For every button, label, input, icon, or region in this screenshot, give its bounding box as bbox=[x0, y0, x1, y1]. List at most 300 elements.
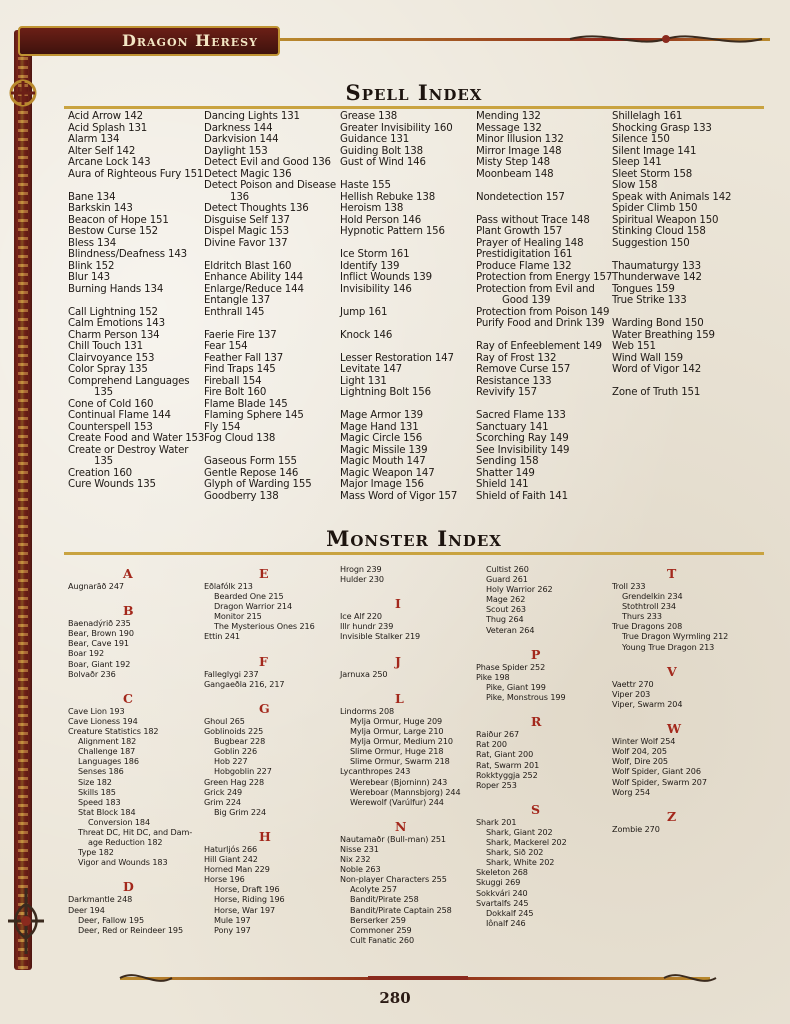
spell-entry: Gentle Repose 146 bbox=[204, 467, 299, 479]
spell-column-2 bbox=[204, 111, 344, 502]
spell-entry: Fireball 154 bbox=[204, 375, 262, 387]
monster-subentry: Alignment 182 bbox=[78, 736, 137, 747]
spacer bbox=[204, 318, 344, 330]
monster-subentry: Pike, Giant 199 bbox=[486, 681, 546, 692]
spell-entry-continuation: 136 bbox=[230, 191, 249, 203]
monster-entry: Nautamaðr (Bull-man) 251 bbox=[340, 833, 446, 844]
spacer bbox=[476, 635, 616, 645]
spell-entry: Levitate 147 bbox=[340, 364, 403, 375]
monster-subentry: Mage 262 bbox=[486, 594, 526, 605]
monster-subentry: Cult Fanatic 260 bbox=[350, 934, 415, 945]
monster-subentry: Stat Block 184 bbox=[78, 806, 136, 817]
monster-entry: Viper, Swarm 204 bbox=[612, 698, 683, 709]
spell-entry: Inflict Wounds 139 bbox=[340, 272, 432, 283]
spell-entry: Entangle 137 bbox=[204, 295, 271, 306]
spacer bbox=[68, 867, 208, 877]
spell-entry: Glyph of Warding 155 bbox=[204, 479, 312, 490]
spell-entry: Ray of Enfeeblement 149 bbox=[476, 341, 602, 352]
monster-subentry: Dragon Warrior 214 bbox=[214, 601, 293, 612]
monster-subentry: Cultist 260 bbox=[486, 564, 529, 574]
spell-entry: Enlarge/Reduce 144 bbox=[204, 283, 304, 295]
monster-entry: Hrogn 239 bbox=[340, 564, 382, 574]
spell-entry: Creation 160 bbox=[68, 467, 132, 479]
spell-entry: Continual Flame 144 bbox=[68, 410, 171, 421]
spell-entry-continuation: Good 139 bbox=[502, 295, 551, 306]
spell-entry: Alter Self 142 bbox=[68, 145, 136, 157]
monster-entry: Baenadýrið 235 bbox=[68, 618, 131, 629]
monster-subentry: Big Grim 224 bbox=[214, 806, 267, 817]
monster-subentry: Deer, Red or Reindeer 195 bbox=[78, 924, 184, 935]
spell-entry: Haste 155 bbox=[340, 180, 391, 191]
spell-entry: Barkskin 143 bbox=[68, 203, 133, 214]
monster-entry: Vaettr 270 bbox=[612, 678, 654, 689]
monster-subentry: Vigor and Wounds 183 bbox=[78, 857, 168, 868]
monster-entry: Horned Man 229 bbox=[204, 864, 270, 875]
letter-heading: B bbox=[123, 603, 134, 619]
monster-subentry: Shark, Sið 202 bbox=[486, 847, 544, 858]
monster-entry: Boar, Giant 192 bbox=[68, 658, 131, 669]
spell-entry: Spider Climb 150 bbox=[612, 203, 698, 214]
monster-entry: Horse 196 bbox=[204, 874, 245, 885]
spell-entry-continuation: 135 bbox=[94, 456, 113, 467]
spell-column-3 bbox=[340, 111, 480, 502]
monster-entry: Skuggi 269 bbox=[476, 877, 521, 888]
monster-subentry: Berserker 259 bbox=[350, 914, 406, 925]
monster-subentry: Young True Dragon 213 bbox=[622, 641, 715, 652]
letter-heading: T bbox=[667, 566, 677, 581]
spell-entry: Magic Mouth 147 bbox=[340, 456, 426, 467]
spell-entry: Shield 141 bbox=[476, 479, 529, 490]
monster-subentry: Acolyte 257 bbox=[350, 884, 397, 895]
monster-entry: Haturljós 266 bbox=[204, 843, 258, 854]
spell-column-1 bbox=[68, 111, 208, 491]
spell-entry: Prayer of Healing 148 bbox=[476, 237, 584, 249]
monster-column-5 bbox=[612, 564, 752, 834]
spell-entry: Water Breathing 159 bbox=[612, 329, 715, 341]
spell-entry: Guidance 131 bbox=[340, 134, 410, 145]
spacer bbox=[476, 399, 616, 411]
letter-heading: F bbox=[259, 653, 268, 669]
spell-entry: Stinking Cloud 158 bbox=[612, 226, 706, 237]
monster-subentry: Werebear (Bjorninn) 243 bbox=[350, 776, 448, 787]
spell-entry: Revivify 157 bbox=[476, 387, 537, 398]
spacer bbox=[340, 341, 480, 353]
spell-entry: Magic Missile 139 bbox=[340, 444, 428, 456]
spell-entry: Chill Touch 131 bbox=[68, 341, 143, 352]
monster-subentry: Bugbear 228 bbox=[214, 736, 266, 747]
monster-entry: Viper 203 bbox=[612, 688, 651, 699]
spacer bbox=[68, 591, 208, 601]
monster-subentry: Type 182 bbox=[78, 847, 114, 858]
spell-entry: Beacon of Hope 151 bbox=[68, 214, 169, 226]
letter-heading: P bbox=[531, 646, 541, 662]
spell-entry: Shillelagh 161 bbox=[612, 111, 683, 122]
monster-entry: Troll 233 bbox=[612, 581, 646, 591]
spell-entry: Thunderwave 142 bbox=[612, 272, 702, 283]
spell-entry-continuation: 135 bbox=[94, 387, 113, 398]
monster-index-title: Monster Index bbox=[326, 526, 502, 551]
left-ornamental-border bbox=[14, 30, 32, 970]
spacer bbox=[476, 330, 616, 342]
monster-index-rule bbox=[64, 552, 764, 555]
spell-entry: Detect Magic 136 bbox=[204, 168, 292, 180]
spell-entry: Find Traps 145 bbox=[204, 364, 276, 375]
monster-entry: Goblinoids 225 bbox=[204, 726, 264, 737]
spell-entry: Cone of Cold 160 bbox=[68, 398, 154, 410]
spell-entry: See Invisibility 149 bbox=[476, 444, 570, 456]
monster-subentry: Stothtroll 234 bbox=[622, 601, 676, 612]
spacer bbox=[476, 702, 616, 712]
spell-entry: Suggestion 150 bbox=[612, 237, 690, 249]
monster-entry: Creature Statistics 182 bbox=[68, 726, 159, 737]
spell-entry: Magic Weapon 147 bbox=[340, 467, 435, 479]
spell-entry: Invisibility 146 bbox=[340, 283, 412, 295]
spell-entry: Mending 132 bbox=[476, 111, 541, 122]
monster-subentry: Shark, Giant 202 bbox=[486, 826, 553, 837]
spacer bbox=[340, 295, 480, 307]
monster-subentry: Wereboar (Mannsbjorg) 244 bbox=[350, 786, 461, 797]
spell-entry: Hypnotic Pattern 156 bbox=[340, 226, 445, 237]
monster-entry: Lycanthropes 243 bbox=[340, 766, 411, 777]
monster-entry: Raiður 267 bbox=[476, 729, 520, 740]
monster-entry: Grim 224 bbox=[204, 796, 241, 807]
spell-entry: Heroism 138 bbox=[340, 203, 404, 214]
spell-entry: Nondetection 157 bbox=[476, 191, 565, 203]
monster-entry: Phase Spider 252 bbox=[476, 661, 546, 672]
monster-column-2 bbox=[204, 564, 344, 935]
spell-entry: Dancing Lights 131 bbox=[204, 111, 300, 122]
monster-subentry: Commoner 259 bbox=[350, 924, 412, 935]
monster-subentry: Slime Ormur, Swarm 218 bbox=[350, 756, 450, 767]
spell-entry: Identify 139 bbox=[340, 260, 400, 272]
monster-subentry: True Dragon Wyrmling 212 bbox=[622, 631, 729, 642]
monster-entry: Green Hag 228 bbox=[204, 776, 264, 787]
spell-entry: Sanctuary 141 bbox=[476, 421, 549, 433]
monster-subentry: Thug 264 bbox=[486, 614, 524, 625]
spell-entry: Mage Armor 139 bbox=[340, 410, 423, 421]
monster-column-3 bbox=[340, 564, 480, 945]
spell-entry: Prestidigitation 161 bbox=[476, 249, 573, 260]
monster-subentry: Speed 183 bbox=[78, 796, 121, 807]
letter-heading: W bbox=[667, 721, 681, 737]
monster-subentry: Scout 263 bbox=[486, 604, 526, 615]
monster-subentry: Bearded One 215 bbox=[214, 591, 284, 602]
spacer bbox=[68, 180, 208, 192]
spell-entry: Slow 158 bbox=[612, 180, 658, 191]
spell-entry: Calm Emotions 143 bbox=[68, 318, 165, 329]
letter-heading: D bbox=[123, 879, 134, 895]
spell-entry: Sacred Flame 133 bbox=[476, 410, 566, 421]
spell-entry: Greater Invisibility 160 bbox=[340, 122, 453, 134]
monster-subentry: Goblin 226 bbox=[214, 746, 258, 757]
spell-entry: Produce Flame 132 bbox=[476, 260, 572, 272]
spell-entry: Gust of Wind 146 bbox=[340, 157, 426, 168]
spacer bbox=[68, 295, 208, 307]
spell-entry: Protection from Energy 157 bbox=[476, 272, 613, 283]
spell-entry: Acid Arrow 142 bbox=[68, 111, 144, 122]
spell-entry: Dispel Magic 153 bbox=[204, 226, 289, 237]
spell-entry: Fog Cloud 138 bbox=[204, 433, 276, 444]
spell-entry: Blur 143 bbox=[68, 272, 110, 283]
monster-subentry: Pike, Monstrous 199 bbox=[486, 692, 566, 703]
monster-entry: Wolf 204, 205 bbox=[612, 746, 667, 757]
monster-subentry: Slime Ormur, Huge 218 bbox=[350, 746, 444, 757]
monster-subentry: The Mysterious Ones 216 bbox=[214, 621, 315, 632]
spell-entry: Enthrall 145 bbox=[204, 306, 265, 318]
monster-entry: Rat 200 bbox=[476, 739, 507, 750]
spell-entry: Blindness/Deafness 143 bbox=[68, 249, 188, 260]
monster-subentry: Bandit/Pirate Captain 258 bbox=[350, 904, 452, 915]
monster-entry: Wolf Spider, Swarm 207 bbox=[612, 776, 707, 787]
spell-entry: Cure Wounds 135 bbox=[68, 479, 156, 490]
monster-entry: Noble 263 bbox=[340, 864, 381, 875]
spell-entry: Shatter 149 bbox=[476, 467, 535, 479]
spell-entry: Misty Step 148 bbox=[476, 157, 550, 168]
spell-entry: Sleet Storm 158 bbox=[612, 168, 693, 180]
monster-subentry: Size 182 bbox=[78, 776, 112, 787]
spacer bbox=[204, 249, 344, 261]
monster-entry: Pike 198 bbox=[476, 671, 510, 682]
letter-heading: C bbox=[123, 690, 133, 706]
spell-entry: Web 151 bbox=[612, 341, 656, 352]
spell-entry: Word of Vigor 142 bbox=[612, 364, 702, 375]
monster-entry: Gangaeðla 216, 217 bbox=[204, 678, 285, 689]
spell-entry: Darkness 144 bbox=[204, 122, 273, 134]
monster-entry: Bear, Brown 190 bbox=[68, 628, 134, 639]
spell-entry: Magic Circle 156 bbox=[340, 433, 423, 444]
spell-entry: Flaming Sphere 145 bbox=[204, 410, 304, 421]
spell-entry: Disguise Self 137 bbox=[204, 214, 290, 226]
monster-entry: Ice Alf 220 bbox=[340, 611, 382, 622]
monster-entry: Zombie 270 bbox=[612, 823, 660, 834]
spacer bbox=[340, 318, 480, 330]
spell-column-5 bbox=[612, 111, 752, 399]
spell-entry: Darkvision 144 bbox=[204, 134, 279, 145]
monster-entry: Wolf Spider, Giant 206 bbox=[612, 766, 701, 777]
monster-subentry-continuation: age Reduction 182 bbox=[88, 837, 163, 848]
monster-subentry: Shark, Mackerel 202 bbox=[486, 837, 567, 848]
spacer bbox=[476, 180, 616, 192]
spacer bbox=[340, 679, 480, 689]
spacer bbox=[340, 584, 480, 594]
monster-entry: Wolf, Dire 205 bbox=[612, 756, 668, 767]
spacer bbox=[612, 797, 752, 807]
monster-subentry: Monitor 215 bbox=[214, 611, 262, 622]
monster-entry: Sokkvári 240 bbox=[476, 887, 528, 898]
spell-entry: Color Spray 135 bbox=[68, 364, 148, 375]
spell-entry: Arcane Lock 143 bbox=[68, 157, 151, 168]
spacer bbox=[340, 399, 480, 411]
monster-subentry-continuation: Conversion 184 bbox=[88, 816, 150, 827]
spell-entry: Hellish Rebuke 138 bbox=[340, 191, 436, 203]
spacer bbox=[612, 249, 752, 261]
spell-index-rule bbox=[64, 106, 764, 109]
spell-entry: Call Lightning 152 bbox=[68, 306, 158, 318]
spell-entry: Counterspell 153 bbox=[68, 421, 153, 433]
monster-subentry: Horse, Draft 196 bbox=[214, 884, 280, 895]
monster-entry: Svartalfs 245 bbox=[476, 897, 529, 908]
monster-subentry: Challenge 187 bbox=[78, 746, 136, 757]
spell-entry: Create Food and Water 153 bbox=[68, 433, 205, 444]
monster-subentry: Iônalf 246 bbox=[486, 917, 526, 928]
monster-entry: Non-player Characters 255 bbox=[340, 874, 447, 885]
monster-subentry: Mylja Ormur, Huge 209 bbox=[350, 715, 443, 726]
ornamental-finial-icon bbox=[2, 886, 50, 956]
spell-entry: Comprehend Languages bbox=[68, 375, 190, 387]
spacer bbox=[68, 679, 208, 689]
spell-entry: Message 132 bbox=[476, 122, 542, 134]
spell-entry: Eldritch Blast 160 bbox=[204, 260, 292, 272]
spacer bbox=[476, 203, 616, 215]
spell-entry: Detect Thoughts 136 bbox=[204, 203, 309, 214]
monster-entry: Rokktyggja 252 bbox=[476, 769, 538, 780]
spacer bbox=[204, 642, 344, 652]
chapter-banner bbox=[18, 26, 280, 56]
monster-entry: Hulder 230 bbox=[340, 574, 384, 585]
monster-entry: Deer 194 bbox=[68, 904, 105, 915]
monster-subentry: Threat DC, Hit DC, and Dam- bbox=[78, 826, 193, 837]
monster-entry: Rat, Giant 200 bbox=[476, 749, 534, 760]
spell-entry: Daylight 153 bbox=[204, 145, 268, 157]
spell-entry: Shield of Faith 141 bbox=[476, 490, 568, 502]
monster-entry: Cave Lioness 194 bbox=[68, 715, 138, 726]
letter-heading: A bbox=[123, 566, 133, 581]
monster-entry: Ghoul 265 bbox=[204, 715, 245, 726]
spell-entry: Aura of Righteous Fury 151 bbox=[68, 168, 204, 180]
monster-subentry: Horse, Riding 196 bbox=[214, 894, 285, 905]
spell-entry: Jump 161 bbox=[340, 306, 388, 318]
spell-entry: Detect Evil and Good 136 bbox=[204, 157, 331, 168]
monster-entry: Darkmantle 248 bbox=[68, 894, 133, 905]
monster-column-4 bbox=[476, 564, 616, 928]
letter-heading: J bbox=[395, 653, 401, 669]
spell-entry: Divine Favor 137 bbox=[204, 237, 288, 249]
spell-entry: Mirror Image 148 bbox=[476, 145, 562, 157]
monster-subentry: Werewolf (Varúlfur) 244 bbox=[350, 796, 444, 807]
monster-entry: Cave Lion 193 bbox=[68, 705, 125, 716]
monster-subentry: Horse, War 197 bbox=[214, 904, 276, 915]
monster-subentry: Hob 227 bbox=[214, 756, 248, 767]
monster-subentry: Mule 197 bbox=[214, 914, 251, 925]
spell-entry: Minor Illusion 132 bbox=[476, 134, 564, 145]
monster-entry: Grick 249 bbox=[204, 786, 243, 797]
spacer bbox=[476, 790, 616, 800]
spell-entry: Sending 158 bbox=[476, 456, 539, 467]
spell-entry: Faerie Fire 137 bbox=[204, 329, 277, 341]
spell-entry: Sleep 141 bbox=[612, 157, 662, 168]
spell-entry: Acid Splash 131 bbox=[68, 122, 148, 134]
spell-entry: Grease 138 bbox=[340, 111, 398, 122]
monster-subentry: Grendelkin 234 bbox=[622, 591, 683, 602]
monster-subentry: Guard 261 bbox=[486, 574, 528, 585]
spell-entry: Resistance 133 bbox=[476, 375, 552, 387]
spell-entry: Charm Person 134 bbox=[68, 329, 160, 341]
monster-subentry: Languages 186 bbox=[78, 756, 139, 767]
monster-entry: Winter Wolf 254 bbox=[612, 736, 676, 747]
spell-entry: Spiritual Weapon 150 bbox=[612, 214, 719, 226]
monster-subentry: Mylja Ormur, Medium 210 bbox=[350, 736, 453, 747]
spell-entry: Burning Hands 134 bbox=[68, 283, 164, 295]
monster-entry: Bear, Cave 191 bbox=[68, 638, 129, 649]
top-flourish-icon bbox=[566, 26, 766, 56]
spell-entry: Ice Storm 161 bbox=[340, 249, 410, 260]
spell-entry: Remove Curse 157 bbox=[476, 364, 571, 375]
letter-heading: S bbox=[531, 801, 540, 817]
monster-entry: Bolvaðr 236 bbox=[68, 668, 116, 679]
letter-heading: H bbox=[259, 828, 271, 844]
monster-entry: Invisible Stalker 219 bbox=[340, 631, 421, 642]
spell-index-title: Spell Index bbox=[345, 80, 483, 105]
spell-entry: Bane 134 bbox=[68, 191, 116, 203]
letter-heading: Z bbox=[667, 808, 677, 824]
letter-heading: N bbox=[395, 818, 407, 834]
letter-heading: V bbox=[667, 663, 677, 679]
page-number: 280 bbox=[379, 989, 411, 1007]
banner-title: Dragon Heresy bbox=[122, 31, 258, 50]
spell-entry: Lesser Restoration 147 bbox=[340, 352, 454, 364]
spell-entry: Purify Food and Drink 139 bbox=[476, 318, 605, 329]
spacer bbox=[204, 689, 344, 699]
letter-heading: E bbox=[259, 566, 269, 581]
monster-subentry: Senses 186 bbox=[78, 766, 124, 777]
spell-entry: Silent Image 141 bbox=[612, 145, 697, 157]
monster-entry: Nisse 231 bbox=[340, 843, 379, 854]
spell-entry: Detect Poison and Disease bbox=[204, 180, 337, 191]
spell-entry: Lightning Bolt 156 bbox=[340, 387, 431, 398]
spell-entry: Bestow Curse 152 bbox=[68, 226, 158, 237]
monster-entry: Roper 253 bbox=[476, 779, 517, 790]
spell-entry: Fire Bolt 160 bbox=[204, 387, 267, 398]
spell-entry: Silence 150 bbox=[612, 134, 670, 145]
spell-column-4 bbox=[476, 111, 616, 502]
monster-subentry: Holy Warrior 262 bbox=[486, 584, 553, 595]
spell-entry: Enhance Ability 144 bbox=[204, 272, 303, 283]
monster-entry: Lindorms 208 bbox=[340, 705, 395, 716]
spell-entry: Clairvoyance 153 bbox=[68, 352, 155, 364]
monster-entry: Hill Giant 242 bbox=[204, 854, 258, 865]
monster-subentry: Skills 185 bbox=[78, 786, 116, 797]
letter-heading: I bbox=[395, 596, 401, 612]
monster-subentry: Veteran 264 bbox=[486, 624, 535, 635]
spacer bbox=[204, 445, 344, 457]
letter-heading: L bbox=[395, 690, 404, 706]
monster-entry: Boar 192 bbox=[68, 648, 105, 659]
monster-subentry: Shark, White 202 bbox=[486, 857, 555, 868]
spell-entry: Alarm 134 bbox=[68, 134, 120, 145]
monster-entry: Worg 254 bbox=[612, 786, 651, 797]
letter-heading: R bbox=[531, 714, 542, 730]
monster-subentry: Pony 197 bbox=[214, 924, 251, 935]
monster-column-1 bbox=[68, 564, 208, 935]
spell-entry: Goodberry 138 bbox=[204, 490, 279, 502]
spacer bbox=[612, 652, 752, 662]
spell-entry: Zone of Truth 151 bbox=[612, 387, 701, 398]
spell-entry: Knock 146 bbox=[340, 329, 393, 341]
spell-entry: Guiding Bolt 138 bbox=[340, 145, 423, 157]
spacer bbox=[340, 642, 480, 652]
spell-entry: Blink 152 bbox=[68, 260, 115, 272]
spacer bbox=[340, 238, 480, 250]
spell-entry: Flame Blade 145 bbox=[204, 398, 288, 410]
monster-entry: Shark 201 bbox=[476, 816, 517, 827]
monster-entry: Illr hundr 239 bbox=[340, 621, 394, 632]
spell-entry: Warding Bond 150 bbox=[612, 318, 704, 329]
monster-entry: Skeleton 268 bbox=[476, 867, 528, 878]
spell-entry: Protection from Evil and bbox=[476, 283, 595, 295]
spacer bbox=[340, 169, 480, 181]
spell-entry: Mass Word of Vigor 157 bbox=[340, 490, 458, 502]
spell-entry: Ray of Frost 132 bbox=[476, 352, 557, 364]
